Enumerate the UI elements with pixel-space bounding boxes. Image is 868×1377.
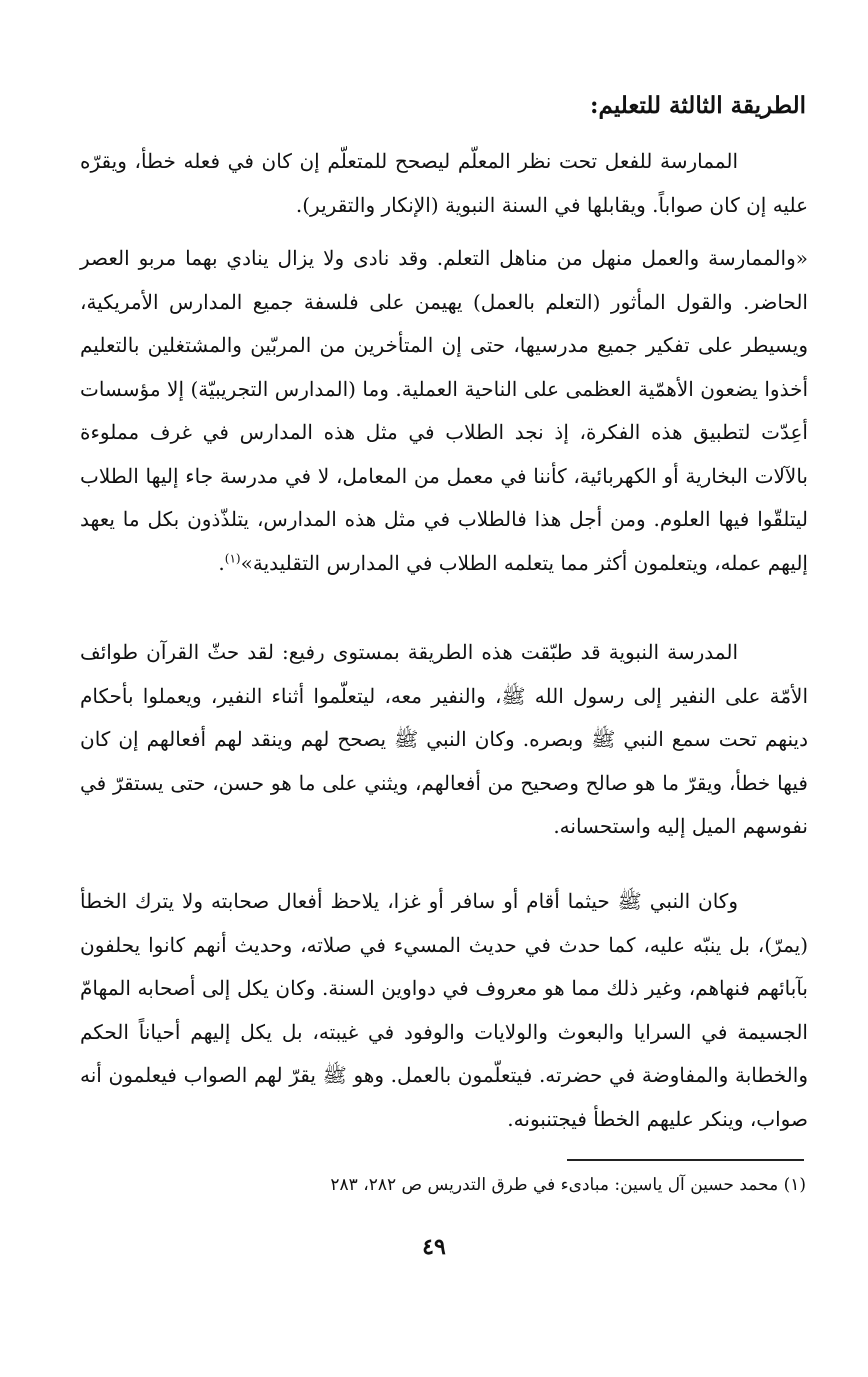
- paragraph-quotation: [80, 237, 808, 585]
- paragraph-definition: الممارسة للفعل تحت نظر المعلّم ليصحح للمتعلّم إن كان في فعله خطأ، ويقرّه عليه إن كان صواباً. ويقابلها في السنة النبوية (الإنكار والتقرير).: [80, 149, 808, 217]
- section-heading: الطريقة الثالثة للتعليم:: [590, 92, 806, 119]
- paragraph-prophet-practice: وكان النبي ﷺ حيثما أقام أو سافر أو غزا، يلاحظ أفعال صحابته ولا يترك الخطأ (يمرّ)، بل ينبّه عليه، كما حدث في حديث المسيء في صلاته، وحديث أنهم كانوا يحلفون بآبائهم فنهاهم، وغير ذلك مما هو معروف في دواوين السنة. وكان يكل إلى أصحابه المهامّ الجسيمة في السرايا والبعوث والولايات والوفود في غيبته، بل يكل إليهم أحياناً الحكم والخطابة والمفاوضة في حضرته. فيتعلّمون بالعمل. وهو ﷺ يقرّ لهم الصواب فيعلمون أنه صواب، وينكر عليهم الخطأ فيجتنبونه.: [80, 889, 809, 1131]
- page-number: ٤٩: [422, 1234, 446, 1260]
- footnote-divider: [567, 1159, 804, 1161]
- footnote: (١) محمد حسين آل ياسين: مبادىء في طرق التدريس ص ٢٨٢، ٢٨٣: [330, 1175, 806, 1195]
- footnote-reference: (١): [224, 550, 241, 565]
- paragraph-prophetic-school: المدرسة النبوية قد طبّقت هذه الطريقة بمستوى رفيع: لقد حثّ القرآن طوائف الأمّة على النفير إلى رسول الله ﷺ، والنفير معه، ليتعلّموا أثناء النفير، ويعملوا بأحكام دينهم تحت سمع النبي ﷺ وبصره. وكان النبي ﷺ يصحح لهم وينقد لهم أفعالهم إن كان فيها خطأ، ويقرّ ما هو صالح وصحيح من أفعالهم، ويثني على ما هو حسن، حتى يستقرّ في نفوسهم الميل إليه واستحسانه.: [80, 640, 808, 838]
- quotation-text: «والممارسة والعمل منهل من مناهل التعلم. وقد نادى ولا يزال ينادي بهما مربو العصر الحاضر. والقول المأثور (التعلم بالعمل) يهيمن على فلسفة جميع المدارس الأمريكية، ويسيطر على تفكير جميع مدرسيها، حتى إن المتأخرين من المربّين والمشتغلين بالتعليم أخذوا يضعون الأهمّية العظمى على الناحية العملية. وما (المدارس التجريبيّة) إلا مؤسسات أعِدّت لتطبيق هذه الفكرة، إذ نجد الطلاب في مثل هذه المدارس في غرف مملوءة بالآلات البخارية أو الكهربائية، كأننا في معمل من المعامل، لا في مدرسة جاء إليها الطلاب ليتلقّوا فيها العلوم. ومن أجل هذا فالطلاب في مثل هذه المدارس، يتلذّذون بكل ما يعهد إليهم عمله، ويتعلمون أكثر مما يتعلمه الطلاب في المدارس التقليدية»: [80, 246, 808, 575]
- quotation-end-period: .: [218, 550, 225, 575]
